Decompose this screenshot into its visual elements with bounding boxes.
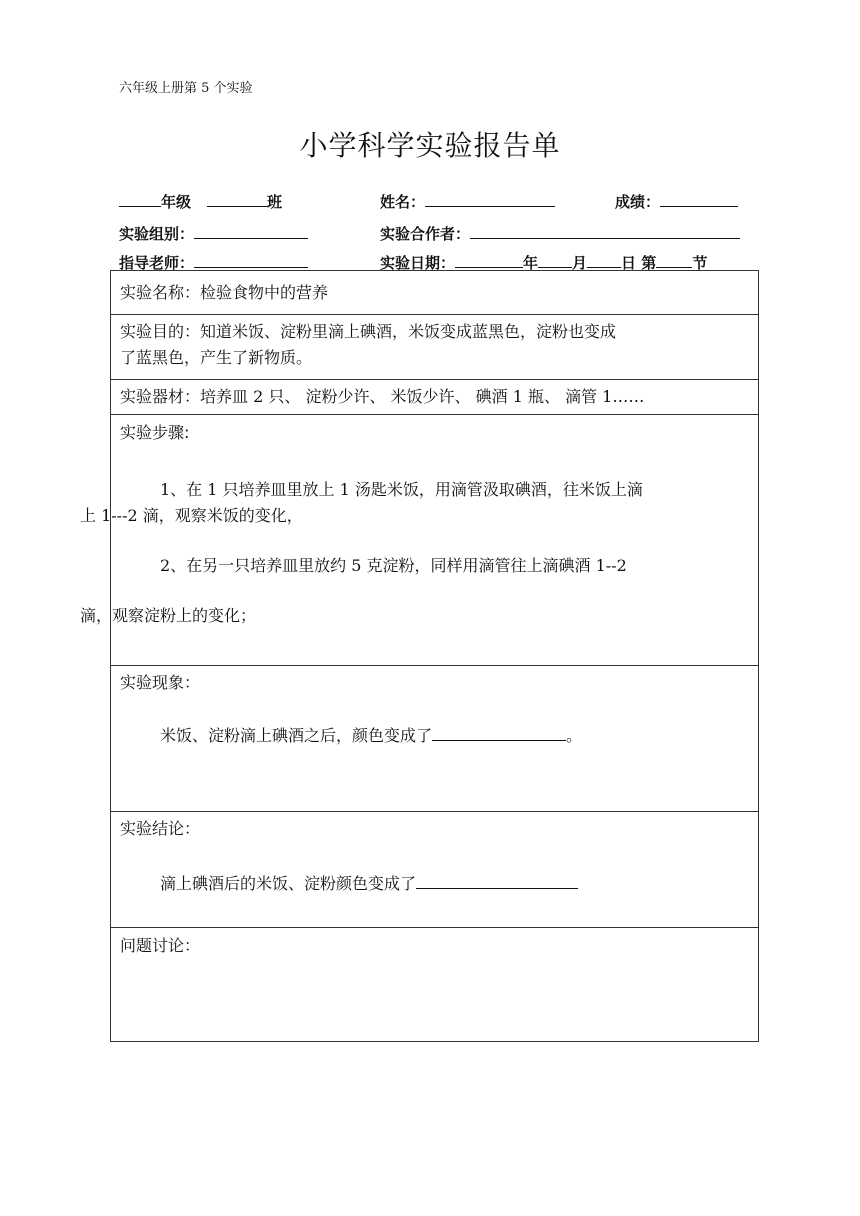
grade-field[interactable]: [119, 190, 191, 212]
section-name: [111, 271, 758, 315]
phenomenon-end: 。: [566, 726, 583, 745]
grade-label: 年级: [161, 193, 192, 211]
year-label: 年: [523, 254, 539, 272]
step-1-line-2: 上 1---2 滴，观察米饭的变化，: [80, 506, 303, 525]
partner-field[interactable]: [380, 222, 740, 244]
score-field[interactable]: [615, 190, 738, 212]
section-steps: [80, 415, 758, 666]
section-materials: [111, 380, 758, 415]
teacher-label: 指导老师：: [119, 254, 195, 272]
class-field[interactable]: [207, 190, 282, 212]
phenomenon-text: 米饭、淀粉滴上碘酒之后，颜色变成了: [160, 726, 433, 745]
conclusion-answer-blank[interactable]: [416, 872, 578, 889]
report-table: [80, 270, 759, 1042]
info-row-2: [119, 222, 759, 244]
month-label: 月: [572, 254, 588, 272]
discussion-label: 问题讨论：: [120, 936, 201, 955]
partner-label: 实验合作者：: [380, 225, 471, 243]
score-label: 成绩：: [615, 193, 661, 211]
period-prefix: 第: [641, 254, 657, 272]
purpose-line-2: 了蓝黑色，产生了新物质。: [120, 348, 313, 367]
section-phenomenon: [111, 666, 758, 812]
section-purpose: [111, 315, 758, 380]
materials-label: 实验器材：: [120, 387, 201, 406]
conclusion-label: 实验结论：: [120, 819, 201, 838]
group-field[interactable]: [119, 222, 308, 244]
header-note: 六年级上册第 5 个实验: [119, 81, 253, 96]
page-title: 小学科学实验报告单: [299, 129, 561, 162]
purpose-line-1: 知道米饭、淀粉里滴上碘酒，米饭变成蓝黑色，淀粉也变成: [200, 322, 617, 341]
conclusion-text: 滴上碘酒后的米饭、淀粉颜色变成了: [160, 874, 417, 893]
group-label: 实验组别：: [119, 225, 195, 243]
purpose-label: 实验目的：: [120, 322, 201, 341]
materials-value: 培养皿 2 只、 淀粉少许、 米饭少许、 碘酒 1 瓶、 滴管 1……: [200, 387, 645, 406]
step-2-line-2: 滴，观察淀粉上的变化；: [80, 606, 257, 625]
name-field[interactable]: [380, 190, 555, 212]
info-row-1: [119, 190, 759, 212]
date-label: 实验日期：: [380, 254, 456, 272]
day-label: 日: [621, 254, 637, 272]
name-label: 实验名称：: [120, 283, 201, 302]
class-label: 班: [267, 193, 283, 211]
step-1-line-1: 1、在 1 只培养皿里放上 1 汤匙米饭，用滴管汲取碘酒，往米饭上滴: [160, 480, 643, 499]
steps-label: 实验步骤:: [120, 423, 190, 442]
name-label: 姓名：: [380, 193, 426, 211]
phenomenon-label: 实验现象：: [120, 673, 201, 692]
step-2-line-1: 2、在另一只培养皿里放约 5 克淀粉，同样用滴管往上滴碘酒 1--2: [160, 556, 627, 575]
section-discussion[interactable]: [111, 928, 758, 1041]
experiment-name: 检验食物中的营养: [200, 283, 329, 302]
period-label: 节: [692, 254, 708, 272]
section-conclusion: [111, 812, 758, 928]
phenomenon-answer-blank[interactable]: [432, 724, 566, 741]
